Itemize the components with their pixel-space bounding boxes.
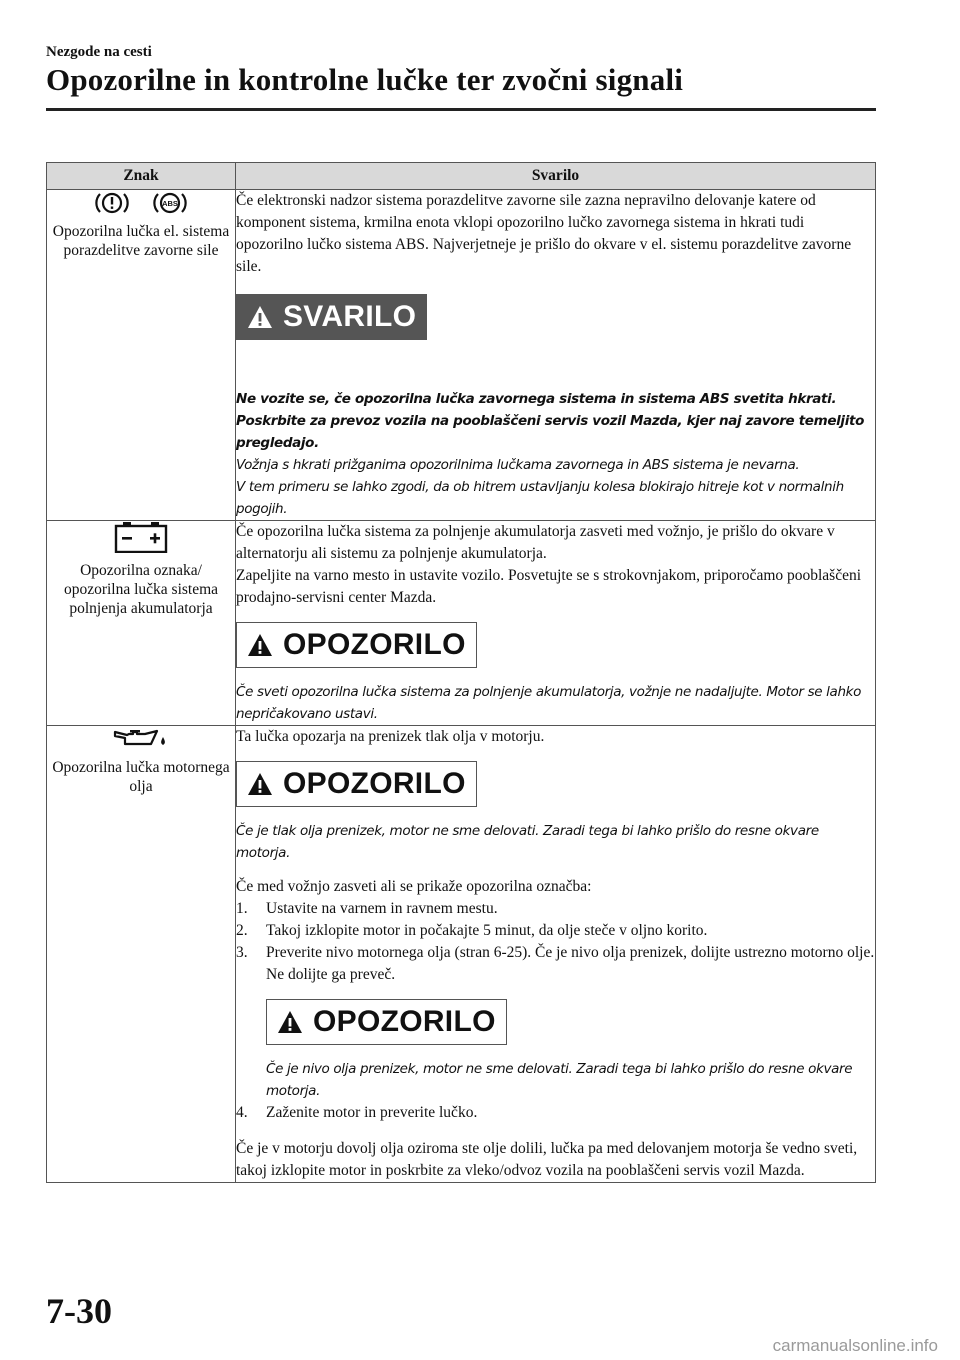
table-row-battery-charging [47, 521, 876, 726]
title-rule [46, 108, 876, 111]
steps-list [236, 898, 875, 986]
sign-icons [47, 190, 235, 216]
step-number: 4. [236, 1104, 248, 1121]
warning-box [236, 761, 477, 807]
step-text: Takoj izklopite motor in počakajte 5 minut, da olje steče v oljno korito. [266, 922, 708, 939]
step-number: 1. [236, 900, 248, 917]
sign-cell [47, 190, 236, 521]
description-cell [236, 190, 876, 521]
column-header-warning: Svarilo [236, 163, 876, 190]
watermark: carmanualsonline.info [772, 1336, 938, 1355]
caution-note-bold: Ne vozite se, če opozorilna lučka zavornega sistema in sistema ABS svetita hkrati. Poskrbite za prevoz vozila na pooblaščeni servis vozil Mazda, kjer naj zavore temeljito pregledajo. [236, 391, 864, 451]
warning-triangle-icon [277, 1010, 303, 1034]
warning-label: OPOZORILO [313, 1005, 496, 1038]
sign-cell [47, 726, 236, 1183]
step-number: 3. [236, 944, 248, 961]
list-item [236, 898, 875, 920]
column-header-sign: Znak [47, 163, 236, 190]
sign-icons [47, 521, 235, 553]
page-title: Opozorilne in kontrolne lučke ter zvočni signali [46, 62, 684, 97]
warning-triangle-icon [247, 633, 273, 657]
list-item [236, 920, 875, 942]
step-text: Zaženite motor in preverite lučko. [266, 1104, 478, 1121]
description-text: Če med vožnjo zasveti ali se prikaže opozorilna označba: [236, 878, 592, 895]
warning-label: OPOZORILO [283, 628, 466, 661]
warning-note: Če je tlak olja prenizek, motor ne sme delovati. Zaradi tega bi lahko prišlo do resne okvare motorja. [236, 823, 819, 861]
description-text: Če elektronski nadzor sistema porazdelitve zavorne sile zazna nepravilno delovanje katere od komponent sistema, krmilna enota vklopi opozorilno lučko zavornega sistema in hkrati tudi opozorilno lučko sistema ABS. Najverjetneje je prišlo do okvare v el. sistemu porazdelitve zavorne sile. [236, 192, 852, 275]
sign-label: Opozorilna lučka el. sistema porazdelitve zavorne sile [52, 223, 230, 259]
description-text: Če opozorilna lučka sistema za polnjenje akumulatorja zasveti med vožnjo, je prišlo do okvare v alternatorju ali sistemu za polnjenje akumulatorja. [236, 523, 835, 562]
sign-cell [47, 521, 236, 726]
warning-lights-table [46, 162, 876, 1183]
description-text: Zapeljite na varno mesto in ustavite vozilo. Posvetujte se s strokovnjakom, priporočamo pooblaščeni prodajno-servisni center Mazda. [236, 567, 862, 606]
abs-icon-text: ABS [162, 199, 178, 208]
step-text: Ustavite na varnem in ravnem mestu. [266, 900, 498, 917]
battery-charging-icon [113, 521, 169, 553]
list-item [236, 942, 875, 986]
warning-box [266, 999, 507, 1045]
abs-warning-icon [152, 190, 188, 216]
warning-triangle-icon [247, 772, 273, 796]
page-number: 7-30 [46, 1291, 112, 1331]
description-text: Če je v motorju dovolj olja oziroma ste olje dolili, lučka pa med delovanjem motorja še vedno sveti, takoj izklopite motor in poskrbite za vleko/odvoz vozila na pooblaščeni servis vozil Mazda. [236, 1140, 858, 1179]
sign-icons [47, 726, 235, 752]
section-label: Nezgode na cesti [46, 44, 152, 60]
caution-box [236, 294, 427, 340]
engine-oil-icon [111, 726, 171, 752]
caution-triangle-icon [247, 305, 273, 329]
step-number: 2. [236, 922, 248, 939]
step-warning [266, 986, 875, 1102]
table-row-engine-oil [47, 726, 876, 1183]
caution-label: SVARILO [283, 300, 417, 333]
steps-list [236, 1102, 875, 1124]
brake-warning-icon [94, 190, 130, 216]
step-text: Preverite nivo motornega olja (stran 6-25). Če je nivo olja prenizek, dolijte ustrezno motorno olje. Ne dolijte ga preveč. [266, 944, 875, 983]
caution-note: V tem primeru se lahko zgodi, da ob hitrem ustavljanju kolesa blokirajo hitreje kot v normalnih pogojih. [236, 479, 844, 517]
table-header-row [47, 163, 876, 190]
description-cell [236, 726, 876, 1183]
sign-label: Opozorilna oznaka/ opozorilna lučka sistema polnjenja akumulatorja [63, 562, 219, 617]
table-row-brake-distribution [47, 190, 876, 521]
warning-note: Če je nivo olja prenizek, motor ne sme delovati. Zaradi tega bi lahko prišlo do resne okvare motorja. [266, 1061, 853, 1099]
warning-label: OPOZORILO [283, 767, 466, 800]
warning-box [236, 622, 477, 668]
sign-label: Opozorilna lučka motornega olja [52, 759, 230, 795]
warning-note: Če sveti opozorilna lučka sistema za polnjenje akumulatorja, vožnje ne nadaljujte. Motor se lahko nepričakovano ustavi. [236, 684, 862, 722]
description-cell [236, 521, 876, 726]
description-text: Ta lučka opozarja na prenizek tlak olja v motorju. [236, 728, 545, 745]
caution-note: Vožnja s hkrati prižganima opozorilnima lučkama zavornega in ABS sistema je nevarna. [236, 457, 800, 473]
list-item [236, 1102, 875, 1124]
